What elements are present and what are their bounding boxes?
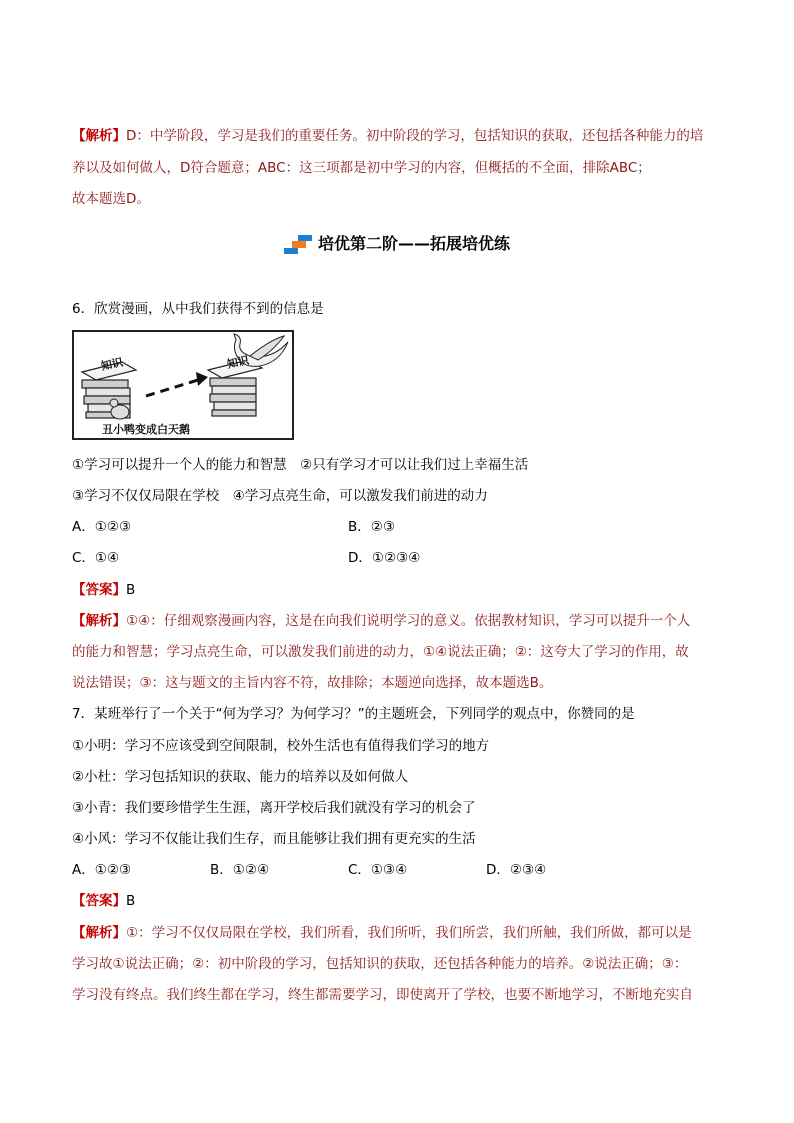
q6-option-d: D．①②③④ [348, 550, 421, 566]
answer-tag: 【答案】 [72, 582, 126, 598]
answer-value: B [126, 582, 136, 598]
analysis-tag: 【解析】 [72, 925, 126, 941]
q7-statement-2: ②小杜：学习包括知识的获取、能力的培养以及如何做人 [72, 769, 409, 785]
q7-statement-4: ④小风：学习不仅能让我们生存，而且能够让我们拥有更充实的生活 [72, 831, 476, 847]
book-label-right: 知识 [225, 353, 251, 371]
q5-analysis-line-1: 【解析】D：中学阶段，学习是我们的重要任务。初中阶段的学习，包括知识的获取，还包括各种能力的培 [72, 128, 704, 144]
dashed-arrow-icon [146, 372, 208, 396]
q7-option-d: D．②③④ [486, 862, 547, 878]
q6-statements-line-1: ①学习可以提升一个人的能力和智慧 ②只有学习才可以让我们过上幸福生活 [72, 457, 529, 473]
q7-statement-3: ③小青：我们要珍惜学生生涯，离开学校后我们就没有学习的机会了 [72, 800, 476, 816]
q6-cartoon-image [72, 330, 294, 440]
answer-tag: 【答案】 [72, 893, 126, 909]
q6-option-a: A．①②③ [72, 519, 132, 535]
q7-analysis-line-3: 学习没有终点。我们终生都在学习，终生都需要学习，即使离开了学校，也要不断地学习，不断地充实自 [72, 987, 693, 1003]
q7-analysis-line-1: 【解析】①：学习不仅仅局限在学校，我们所看，我们所听，我们所尝，我们所触，我们所做，都可以是 [72, 925, 692, 941]
analysis-tag: 【解析】 [72, 613, 126, 629]
q6-option-c: C．①④ [72, 550, 120, 566]
q6-statements-line-2: ③学习不仅仅局限在学校 ④学习点亮生命，可以激发我们前进的动力 [72, 488, 488, 504]
q6-option-b: B．②③ [348, 519, 395, 535]
q6-answer [72, 580, 135, 600]
book-label-left: 知识 [99, 355, 125, 373]
cartoon-caption: 丑小鸭变成白天鹅 [102, 423, 190, 436]
q7-option-a: A．①②③ [72, 862, 132, 878]
q7-statement-1: ①小明：学习不应该受到空间限制，校外生活也有值得我们学习的地方 [72, 738, 490, 754]
q7-option-c: C．①③④ [348, 862, 408, 878]
q7-stem: 7．某班举行了一个关于“何为学习？为何学习？”的主题班会，下列同学的观点中，你赞同的是 [72, 706, 635, 722]
q5-analysis-line-3: 故本题选D。 [72, 191, 150, 207]
q6-analysis-line-3: 说法错误；③：这与题文的主旨内容不符，故排除；本题逆向选择，故本题选B。 [72, 675, 553, 691]
q7-option-b: B．①②④ [210, 862, 270, 878]
q6-stem: 6．欣赏漫画，从中我们获得不到的信息是 [72, 301, 324, 317]
q5-analysis-line-2: 养以及如何做人，D符合题意；ABC：这三项都是初中学习的内容，但概括的不全面，排除ABC； [72, 160, 651, 176]
section-heading-text: 培优第二阶——拓展培优练 [317, 234, 510, 253]
q6-analysis-line-2: 的能力和智慧；学习点亮生命，可以激发我们前进的动力，①④说法正确；②：这夸大了学习的作用，故 [72, 644, 689, 660]
q7-answer [72, 891, 135, 911]
q6-analysis-line-1: 【解析】①④：仔细观察漫画内容，这是在向我们说明学习的意义。依据教材知识，学习可以提升一个人 [72, 613, 691, 629]
cartoon-illustration [74, 332, 292, 438]
analysis-tag: 【解析】 [72, 128, 126, 144]
section-heading [72, 232, 722, 256]
q7-analysis-line-2: 学习故①说法正确；②：初中阶段的学习，包括知识的获取，还包括各种能力的培养。②说法正确；③： [72, 956, 688, 972]
answer-value: B [126, 893, 136, 909]
section-logo-icon [284, 235, 314, 255]
